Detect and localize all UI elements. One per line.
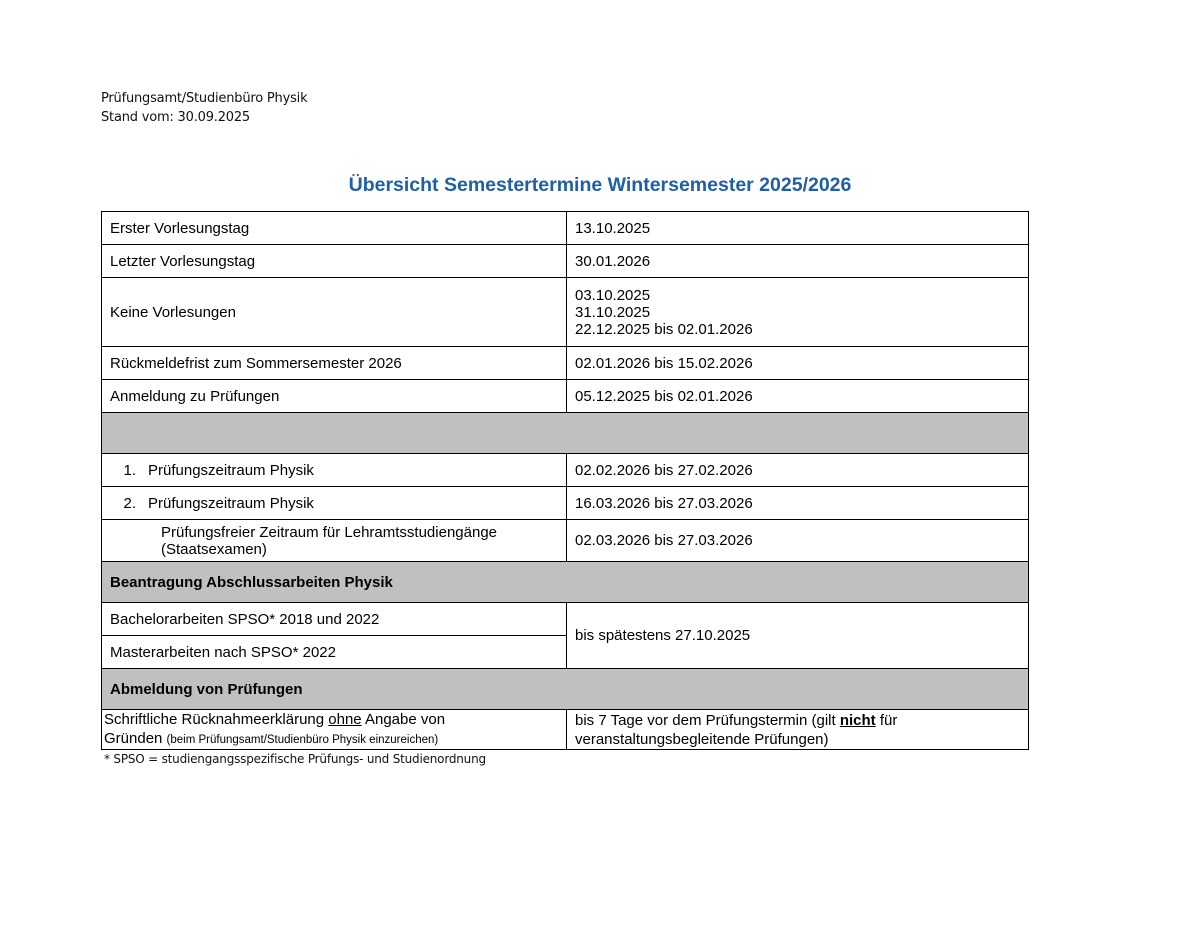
page-title: Übersicht Semestertermine Wintersemester 2025/2026 [348,174,852,196]
abmeldung-right-line1 [575,711,897,730]
row-label-erster: Erster Vorlesungstag [101,211,567,245]
abmeldung-left-note: (beim Prüfungsamt/Studienbüro Physik einzureichen) [166,733,439,746]
row-value-anmeldung: 05.12.2025 bis 02.01.2026 [566,379,1029,413]
abmeldung-left-text-a: Schriftliche Rücknahmeerklärung [104,710,329,728]
row-value-letzter: 30.01.2026 [566,244,1029,278]
row-label-rueckmelde: Rückmeldefrist zum Sommersemester 2026 [101,346,567,380]
row-value-pz1: 02.02.2026 bis 27.02.2026 [566,453,1029,487]
pz1-label: Prüfungszeitraum Physik [148,461,314,479]
row-label-pfrei [101,519,567,562]
footnote: * SPSO = studiengangsspezifische Prüfungs- und Studienordnung [104,752,486,766]
row-label-pz1 [101,453,567,487]
row-label-bachelor: Bachelorarbeiten SPSO* 2018 und 2022 [101,602,567,636]
row-value-abmeldung [566,709,1029,750]
row-label-abmeldung [101,709,567,750]
section-empty [101,412,1029,454]
row-label-letzter: Letzter Vorlesungstag [101,244,567,278]
row-value-erster: 13.10.2025 [566,211,1029,245]
row-value-pfrei: 02.03.2026 bis 27.03.2026 [566,519,1029,562]
row-value-keine [566,277,1029,347]
pz1-number: 1. [123,461,136,479]
pz2-label: Prüfungszeitraum Physik [148,494,314,512]
abmeldung-left-line1 [104,710,445,729]
office-name: Prüfungsamt/Studienbüro Physik [101,91,308,106]
keine-date-3: 22.12.2025 bis 02.01.2026 [575,320,753,338]
schedule-table [101,211,1029,750]
stand-date: Stand vom: 30.09.2025 [101,110,250,125]
row-label-pz2 [101,486,567,520]
pz2-number: 2. [123,494,136,512]
row-value-rueckmelde: 02.01.2026 bis 15.02.2026 [566,346,1029,380]
keine-date-1: 03.10.2025 [575,286,651,304]
keine-date-2: 31.10.2025 [575,303,651,321]
row-label-master: Masterarbeiten nach SPSO* 2022 [101,635,567,669]
section-abschluss: Beantragung Abschlussarbeiten Physik [101,561,1029,603]
row-value-abschluss-deadline: bis spätestens 27.10.2025 [566,602,1029,669]
abmeldung-left-line2 [104,729,438,750]
pfrei-label-line1: Prüfungsfreier Zeitraum für Lehramtsstudiengänge [161,523,498,541]
abmeldung-right-text-a: bis 7 Tage vor dem Prüfungstermin (gilt [575,711,840,729]
abmeldung-right-text-c: für [875,711,898,729]
row-label-anmeldung: Anmeldung zu Prüfungen [101,379,567,413]
abmeldung-left-text-c: Gründen [104,729,167,747]
pfrei-label-line2: (Staatsexamen) [161,540,267,558]
row-label-keine: Keine Vorlesungen [101,277,567,347]
section-abmeldung: Abmeldung von Prüfungen [101,668,1029,710]
abmeldung-right-line2: veranstaltungsbegleitende Prüfungen) [575,730,829,748]
abmeldung-left-underlined: ohne [328,710,362,728]
abmeldung-left-text-b: Angabe von [361,710,446,728]
row-value-pz2: 16.03.2026 bis 27.03.2026 [566,486,1029,520]
abmeldung-right-emphasis: nicht [839,711,876,729]
